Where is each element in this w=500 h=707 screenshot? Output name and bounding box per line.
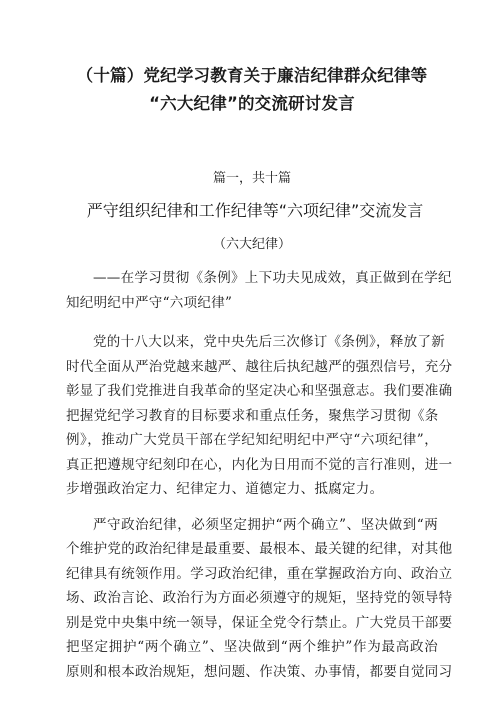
document-title: [66, 62, 438, 118]
category-tag: （六大纪律）: [212, 237, 291, 252]
paragraph-line: 严守政治纪律，必须坚定拥护“两个确立”、坚决做到“两: [93, 516, 438, 533]
paragraph-line: 步增强政治定力、纪律定力、道德定力、抵腐定力。: [66, 481, 384, 497]
paragraph-line: 知纪明纪中严守“六项纪律”: [66, 294, 233, 311]
paragraph-line: 把握党纪学习教育的目标要求和重点任务，聚焦学习贯彻《条: [66, 407, 439, 424]
paragraph-line: 纪律具有统领作用。学习政治纪律，重在掌握政治方向、政治立: [66, 565, 453, 582]
paragraph-line: 把坚定拥护“两个确立”、坚决做到“两个维护”作为最高政治: [66, 639, 438, 655]
paragraph-line: 真正把遵规守纪刻印在心，内化为日用而不觉的言行准则，进一: [66, 456, 453, 473]
paragraph-line: 别是党中央集中统一领导，保证全党令行禁止。广大党员干部要: [66, 614, 453, 631]
paragraph-political-discipline: [66, 513, 453, 685]
paragraph-background: [66, 330, 453, 502]
paragraph-intro: [66, 266, 452, 315]
speech-subtitle: 严守组织纪律和工作纪律等“六项纪律”交流发言: [86, 201, 424, 220]
document-title-line-2: “六大纪律”的交流研讨发言: [149, 94, 355, 113]
paragraph-line: 时代全面从严治党越来越严、越往后执纪越严的强烈信号，充分: [66, 358, 453, 375]
paragraph-line: 彰显了我们党推进自我革命的坚定决心和坚强意志。我们要准确: [66, 383, 453, 399]
paragraph-line: ——在学习贯彻《条例》上下功夫见成效，真正做到在学纪: [93, 270, 452, 286]
section-label: 篇一，共十篇: [212, 171, 291, 186]
paragraph-line: 例》，推动广大党员干部在学纪知纪明纪中严守“六项纪律”，: [66, 432, 438, 448]
paragraph-line: 党的十八大以来，党中央先后三次修订《条例》，释放了新: [93, 334, 446, 350]
paragraph-line: 个维护党的政治纪律是最重要、最根本、最关键的纪律，对其他: [66, 541, 453, 557]
paragraph-line: 场、政治言论、政治行为方面必须遵守的规矩，坚持党的领导特: [66, 590, 453, 606]
document-title-line-1: （十篇）党纪学习教育关于廉洁纪律群众纪律等: [76, 66, 428, 85]
paragraph-line: 原则和根本政治规矩，想问题、作决策、办事情，都要自觉同习: [66, 663, 453, 680]
